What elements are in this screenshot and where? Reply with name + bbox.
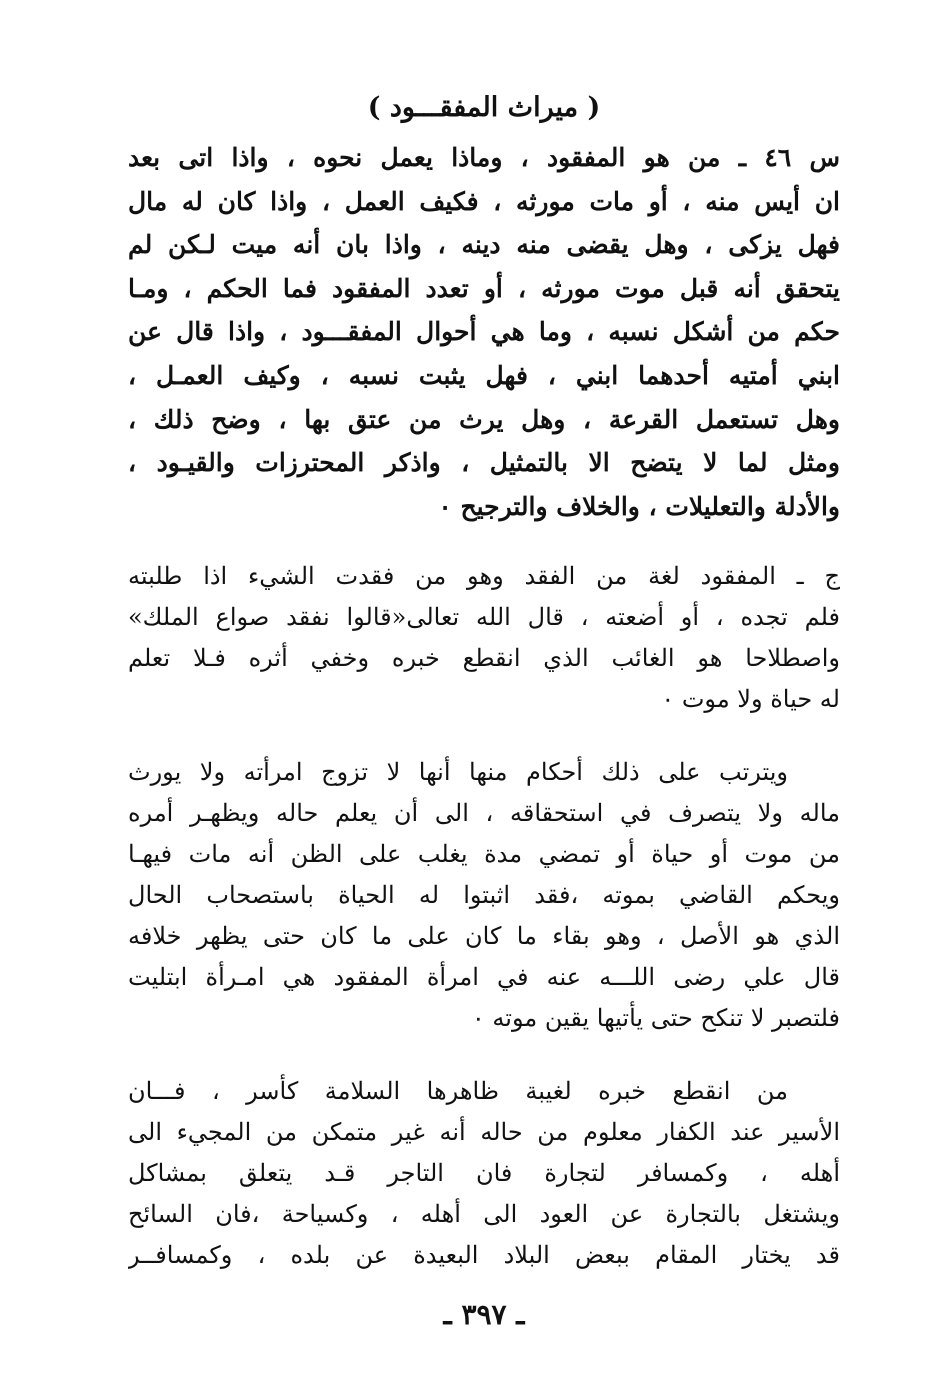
question-line: ومثل لما لا يتضح الا بالتمثيل ، واذكر المحترزات والقيـود ، <box>128 448 840 478</box>
answer-line: ويترتب على ذلك أحكام منها أنها لا تزوج امرأته ولا يورث <box>128 758 788 787</box>
question-line: يتحقق أنه قبل موت مورثه ، أو تعدد المفقود فما الحكم ، ومـا <box>128 273 840 303</box>
answer-line: ويشتغل بالتجارة عن العود الى أهله ، وكسياحة ،فان السائح <box>128 1200 840 1229</box>
answer-line: ويحكم القاضي بموته ،فقد اثبتوا له الحياة باستصحاب الحال <box>128 881 840 910</box>
answer-line: قال علي رضى اللـــه عنه في امرأة المفقود هي امـرأة ابتليت <box>128 963 840 992</box>
question-line: حكم من أشكل نسبه ، وما هي أحوال المفقـــود ، واذا قال عن <box>128 317 840 347</box>
question-line: ابني أمتيه أحدهما ابني ، فهل يثبت نسبه ، وكيف العمـل ، <box>128 360 840 390</box>
question-line: ان أيس منه ، أو مات مورثه ، فكيف العمل ، واذا كان له مال <box>128 186 840 216</box>
answer-paragraph-2 <box>128 752 840 1039</box>
answer-line: فلم تجده ، أو أضعته ، قال الله تعالى«قالوا نفقد صواع الملك» <box>128 603 840 632</box>
chapter-title: ( ميراث المفقـــود ) <box>367 92 601 123</box>
answer-line: واصطلاحا هو الغائب الذي انقطع خبره وخفي أثره فـلا تعلم <box>128 644 840 673</box>
answer-line: أهله ، وكمسافر لتجارة فان التاجر قـد يتعلق بمشاكل <box>128 1159 840 1188</box>
question-line: فهل يزكى ، وهل يقضى منه دينه ، واذا بان أنه ميت لـكن لم <box>128 230 840 260</box>
answer-paragraph-1 <box>128 556 840 720</box>
page-number: ـ ٣٩٧ ـ <box>443 1298 525 1331</box>
question-line: وهل تستعمل القرعة ، وهل يرث من عتق بها ، وضح ذلك ، <box>128 404 840 434</box>
question-line: س ٤٦ ـ من هو المفقود ، وماذا يعمل نحوه ، واذا اتى بعد <box>128 143 840 172</box>
book-page <box>128 80 840 1340</box>
answer-line: فلتصبر لا تنكح حتى يأتيها يقين موته ٠ <box>471 1004 840 1033</box>
question-paragraph <box>128 136 840 528</box>
answer-line: قد يختار المقام ببعض البلاد البعيدة عن بلده ، وكمسافــر <box>128 1241 840 1270</box>
answer-line: الأسير عند الكفار معلوم من حاله أنه غير متمكن من المجيء الى <box>128 1118 840 1147</box>
answer-line: الذي هو الأصل ، وهو بقاء ما كان على ما كان حتى يظهر خلافه <box>128 922 840 951</box>
answer-line: له حياة ولا موت ٠ <box>661 685 840 714</box>
answer-line: ماله ولا يتصرف في استحقاقه ، الى أن يعلم حاله ويظهـر أمره <box>128 799 840 828</box>
answer-line: من انقطع خبره لغيبة ظاهرها السلامة كأسر ، فـــان <box>128 1077 788 1106</box>
answer-line: من موت أو حياة أو تمضي مدة يغلب على الظن أنه مات فيهـا <box>128 840 840 869</box>
answer-paragraph-3 <box>128 1071 840 1276</box>
question-line: والأدلة والتعليلات ، والخلاف والترجيح ٠ <box>438 491 840 521</box>
answer-line: ج ـ المفقود لغة من الفقد وهو من فقدت الشيء اذا طلبته <box>128 562 840 591</box>
